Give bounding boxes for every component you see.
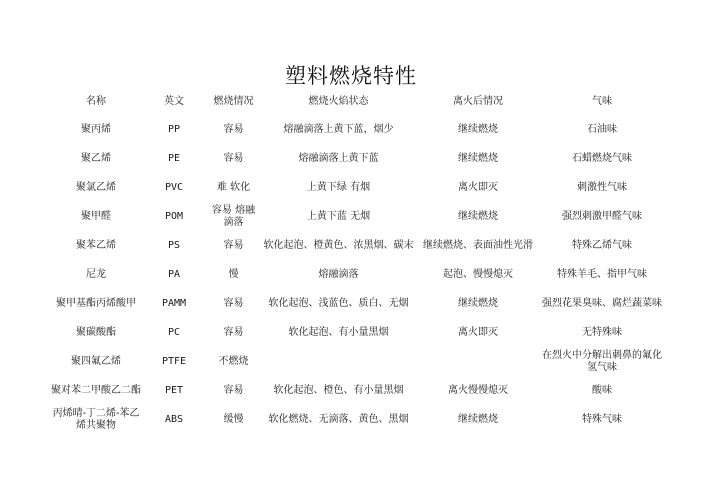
cell-flame: 熔融滴落上黄下蓝 — [298, 152, 379, 164]
cell-after-fire: 继续燃烧 — [458, 152, 498, 164]
cell-flame: 熔融滴落 — [318, 268, 359, 280]
cell-english: PET — [164, 384, 184, 396]
table-row — [50, 202, 664, 231]
cell-burning: 容易 熔融滴落 — [211, 204, 256, 228]
table-row — [50, 260, 664, 289]
cell-after-fire: 继续燃烧 — [458, 123, 498, 135]
table-row — [50, 289, 664, 318]
header-row — [50, 89, 664, 115]
cell-english: ABS — [164, 413, 184, 425]
cell-smell: 石蜡燃烧气味 — [572, 152, 632, 164]
table-row — [50, 347, 664, 376]
cell-after-fire: 继续燃烧 — [458, 210, 498, 222]
cell-name: 聚氯乙烯 — [76, 181, 116, 193]
cell-burning: 容易 — [223, 384, 244, 396]
cell-name: 聚丙烯 — [81, 123, 111, 135]
cell-flame: 软化燃烧、无滴落、黄色、黑烟 — [268, 413, 409, 425]
cell-burning: 容易 — [223, 152, 244, 164]
cell-smell: 特殊羊毛、指甲气味 — [557, 268, 647, 280]
cell-smell: 刺激性气味 — [577, 181, 627, 193]
cell-smell: 特殊气味 — [582, 413, 622, 425]
header-flame: 燃烧火焰状态 — [308, 96, 369, 107]
cell-burning: 不燃烧 — [218, 355, 249, 367]
cell-smell: 强烈刺激甲醛气味 — [562, 210, 642, 222]
cell-english: PTFE — [161, 355, 187, 367]
cell-name: 聚甲醛 — [81, 210, 111, 222]
cell-burning: 缓慢 — [223, 413, 244, 425]
header-name: 名称 — [86, 96, 106, 107]
cell-flame: 上黄下绿 有烟 — [306, 181, 371, 193]
cell-english: PS — [167, 239, 181, 251]
cell-burning: 容易 — [223, 123, 244, 135]
table-row — [50, 173, 664, 202]
cell-flame — [261, 347, 416, 376]
cell-name: 聚苯乙烯 — [76, 239, 116, 251]
cell-burning: 容易 — [223, 297, 244, 309]
cell-smell: 在烈火中分解出刺鼻的氟化氢气味 — [542, 349, 662, 373]
cell-name: 尼龙 — [86, 268, 106, 280]
cell-smell: 特殊乙烯气味 — [572, 239, 632, 251]
cell-burning: 容易 — [223, 326, 244, 338]
cell-flame: 软化起泡、橙黄色、浓黑烟、碳末 — [263, 239, 414, 251]
cell-burning: 慢 — [228, 268, 239, 280]
header-smell: 气味 — [592, 96, 612, 107]
table-row — [50, 115, 664, 144]
cell-flame: 软化起泡、橙色、有小量黑烟 — [273, 384, 404, 396]
cell-after-fire: 离火即灭 — [458, 181, 498, 193]
cell-burning: 难 软化 — [216, 181, 251, 193]
cell-name: 聚甲基酯丙烯酸甲 — [56, 297, 136, 309]
cell-name: 聚碳酸酯 — [76, 326, 116, 338]
cell-after-fire: 继续燃烧、表面油性光滑 — [423, 239, 533, 251]
cell-name: 聚对苯二甲酸乙二酯 — [51, 384, 141, 396]
cell-name: 丙烯晴-丁二烯-苯乙烯共聚物 — [52, 407, 140, 431]
cell-flame: 熔融滴落上黄下蓝，烟少 — [283, 123, 394, 135]
cell-english: POM — [164, 210, 184, 222]
cell-burning: 容易 — [223, 239, 244, 251]
cell-smell: 强烈花果臭味、腐烂蔬菜味 — [542, 297, 662, 309]
header-burning: 燃烧情况 — [213, 96, 254, 107]
cell-after-fire — [416, 347, 540, 376]
cell-after-fire: 继续燃烧 — [458, 297, 498, 309]
table-row — [50, 318, 664, 347]
cell-after-fire: 起泡、慢慢熄灭 — [443, 268, 513, 280]
cell-smell: 无特殊味 — [582, 326, 622, 338]
cell-name: 聚四氟乙烯 — [71, 355, 121, 367]
cell-english: PP — [167, 123, 181, 135]
cell-smell: 酸味 — [592, 384, 612, 396]
table-row — [50, 231, 664, 260]
cell-english: PVC — [164, 181, 184, 193]
table-row — [50, 144, 664, 173]
cell-flame: 软化起泡、浅蓝色、质白、无烟 — [268, 297, 409, 309]
cell-flame: 软化起泡、有小量黑烟 — [288, 326, 389, 338]
cell-smell: 石油味 — [587, 123, 617, 135]
header-after-fire: 离火后情况 — [453, 96, 503, 107]
cell-flame: 上黄下蓝 无烟 — [306, 210, 371, 222]
cell-english: PA — [167, 268, 181, 280]
cell-after-fire: 继续燃烧 — [458, 413, 498, 425]
document-title: 塑料燃烧特性 — [285, 64, 417, 88]
plastic-burning-table — [50, 89, 664, 434]
header-english: 英文 — [164, 96, 184, 107]
table-row — [50, 405, 664, 434]
cell-after-fire: 离火慢慢熄灭 — [448, 384, 508, 396]
cell-after-fire: 离火即灭 — [458, 326, 498, 338]
cell-english: PE — [167, 152, 181, 164]
table-row — [50, 376, 664, 405]
cell-english: PAMM — [161, 297, 187, 309]
cell-name: 聚乙烯 — [81, 152, 111, 164]
cell-english: PC — [167, 326, 181, 338]
